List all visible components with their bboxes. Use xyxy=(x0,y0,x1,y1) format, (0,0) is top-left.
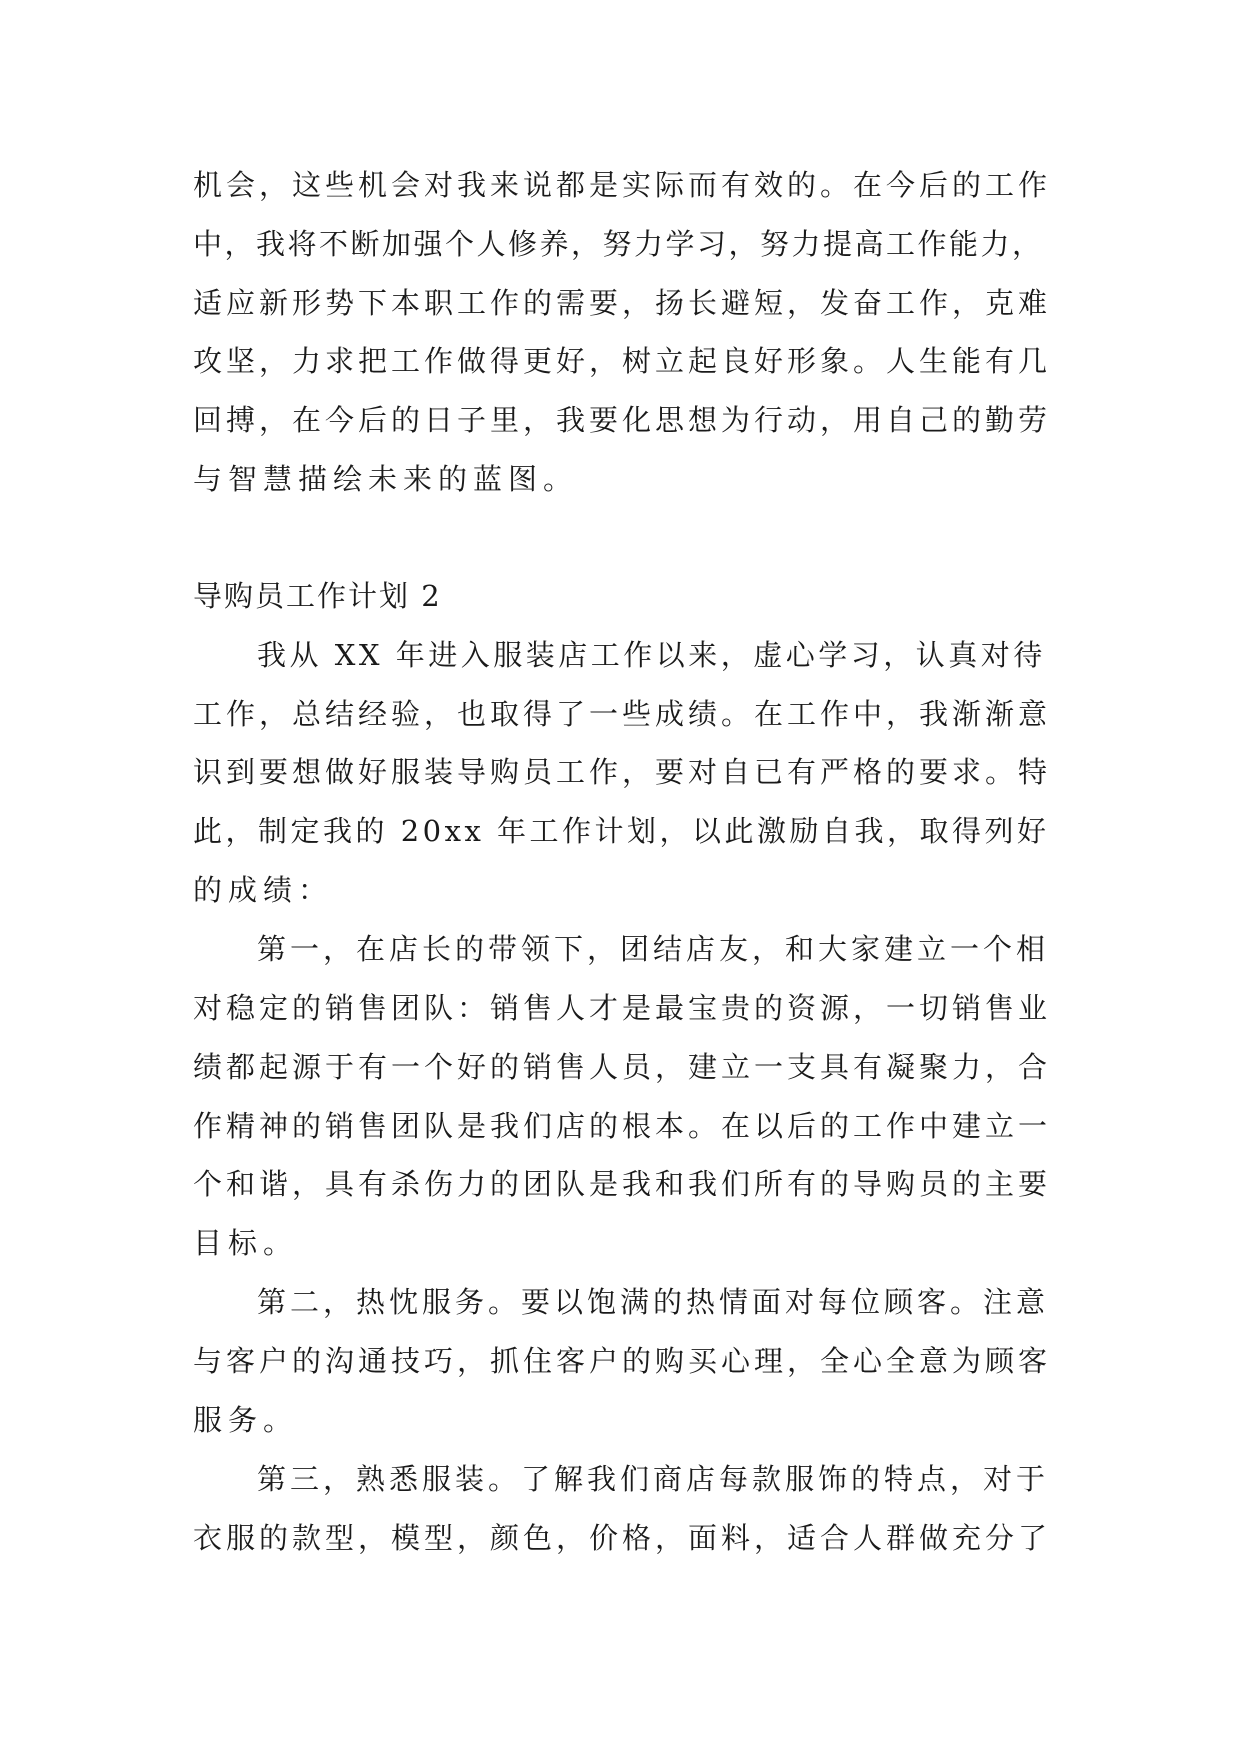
text-line: 此，制定我的 20xx 年工作计划，以此激励自我，取得列好 xyxy=(193,814,1050,848)
text-line: 的成绩： xyxy=(193,873,334,907)
text-line: 与客户的沟通技巧，抓住客户的购买心理，全心全意为顾客 xyxy=(193,1344,1052,1378)
text-line: 我从 XX 年进入服装店工作以来，虚心学习，认真对待 xyxy=(257,638,1046,672)
text-line: 第三，熟悉服装。了解我们商店每款服饰的特点，对于 xyxy=(257,1462,1050,1496)
text-line: 衣服的款型，模型，颜色，价格，面料，适合人群做充分了 xyxy=(193,1521,1052,1555)
text-line: 中，我将不断加强个人修养，努力学习，努力提高工作能力， xyxy=(193,227,1044,261)
text-line: 作精神的销售团队是我们店的根本。在以后的工作中建立一 xyxy=(193,1109,1052,1143)
text-line: 目标。 xyxy=(193,1226,299,1260)
text-line: 工作，总结经验，也取得了一些成绩。在工作中，我渐渐意 xyxy=(193,697,1052,731)
text-line: 服务。 xyxy=(193,1403,299,1437)
text-line: 与智慧描绘未来的蓝图。 xyxy=(193,462,579,496)
text-line: 适应新形势下本职工作的需要，扬长避短，发奋工作，克难 xyxy=(193,286,1052,320)
text-line: 绩都起源于有一个好的销售人员，建立一支具有凝聚力，合 xyxy=(193,1050,1052,1084)
text-line: 第二，热忱服务。要以饱满的热情面对每位顾客。注意 xyxy=(257,1285,1050,1319)
section-heading: 导购员工作计划 2 xyxy=(193,579,442,613)
text-line: 个和谐，具有杀伤力的团队是我和我们所有的导购员的主要 xyxy=(193,1167,1052,1201)
text-line: 对稳定的销售团队：销售人才是最宝贵的资源，一切销售业 xyxy=(193,991,1052,1025)
text-line: 机会，这些机会对我来说都是实际而有效的。在今后的工作 xyxy=(193,168,1052,202)
text-line: 识到要想做好服装导购员工作，要对自已有严格的要求。特 xyxy=(193,755,1052,789)
text-line: 回搏，在今后的日子里，我要化思想为行动，用自己的勤劳 xyxy=(193,403,1052,437)
text-line: 攻坚，力求把工作做得更好，树立起良好形象。人生能有几 xyxy=(193,344,1052,378)
text-line: 第一，在店长的带领下，团结店友，和大家建立一个相 xyxy=(257,932,1050,966)
